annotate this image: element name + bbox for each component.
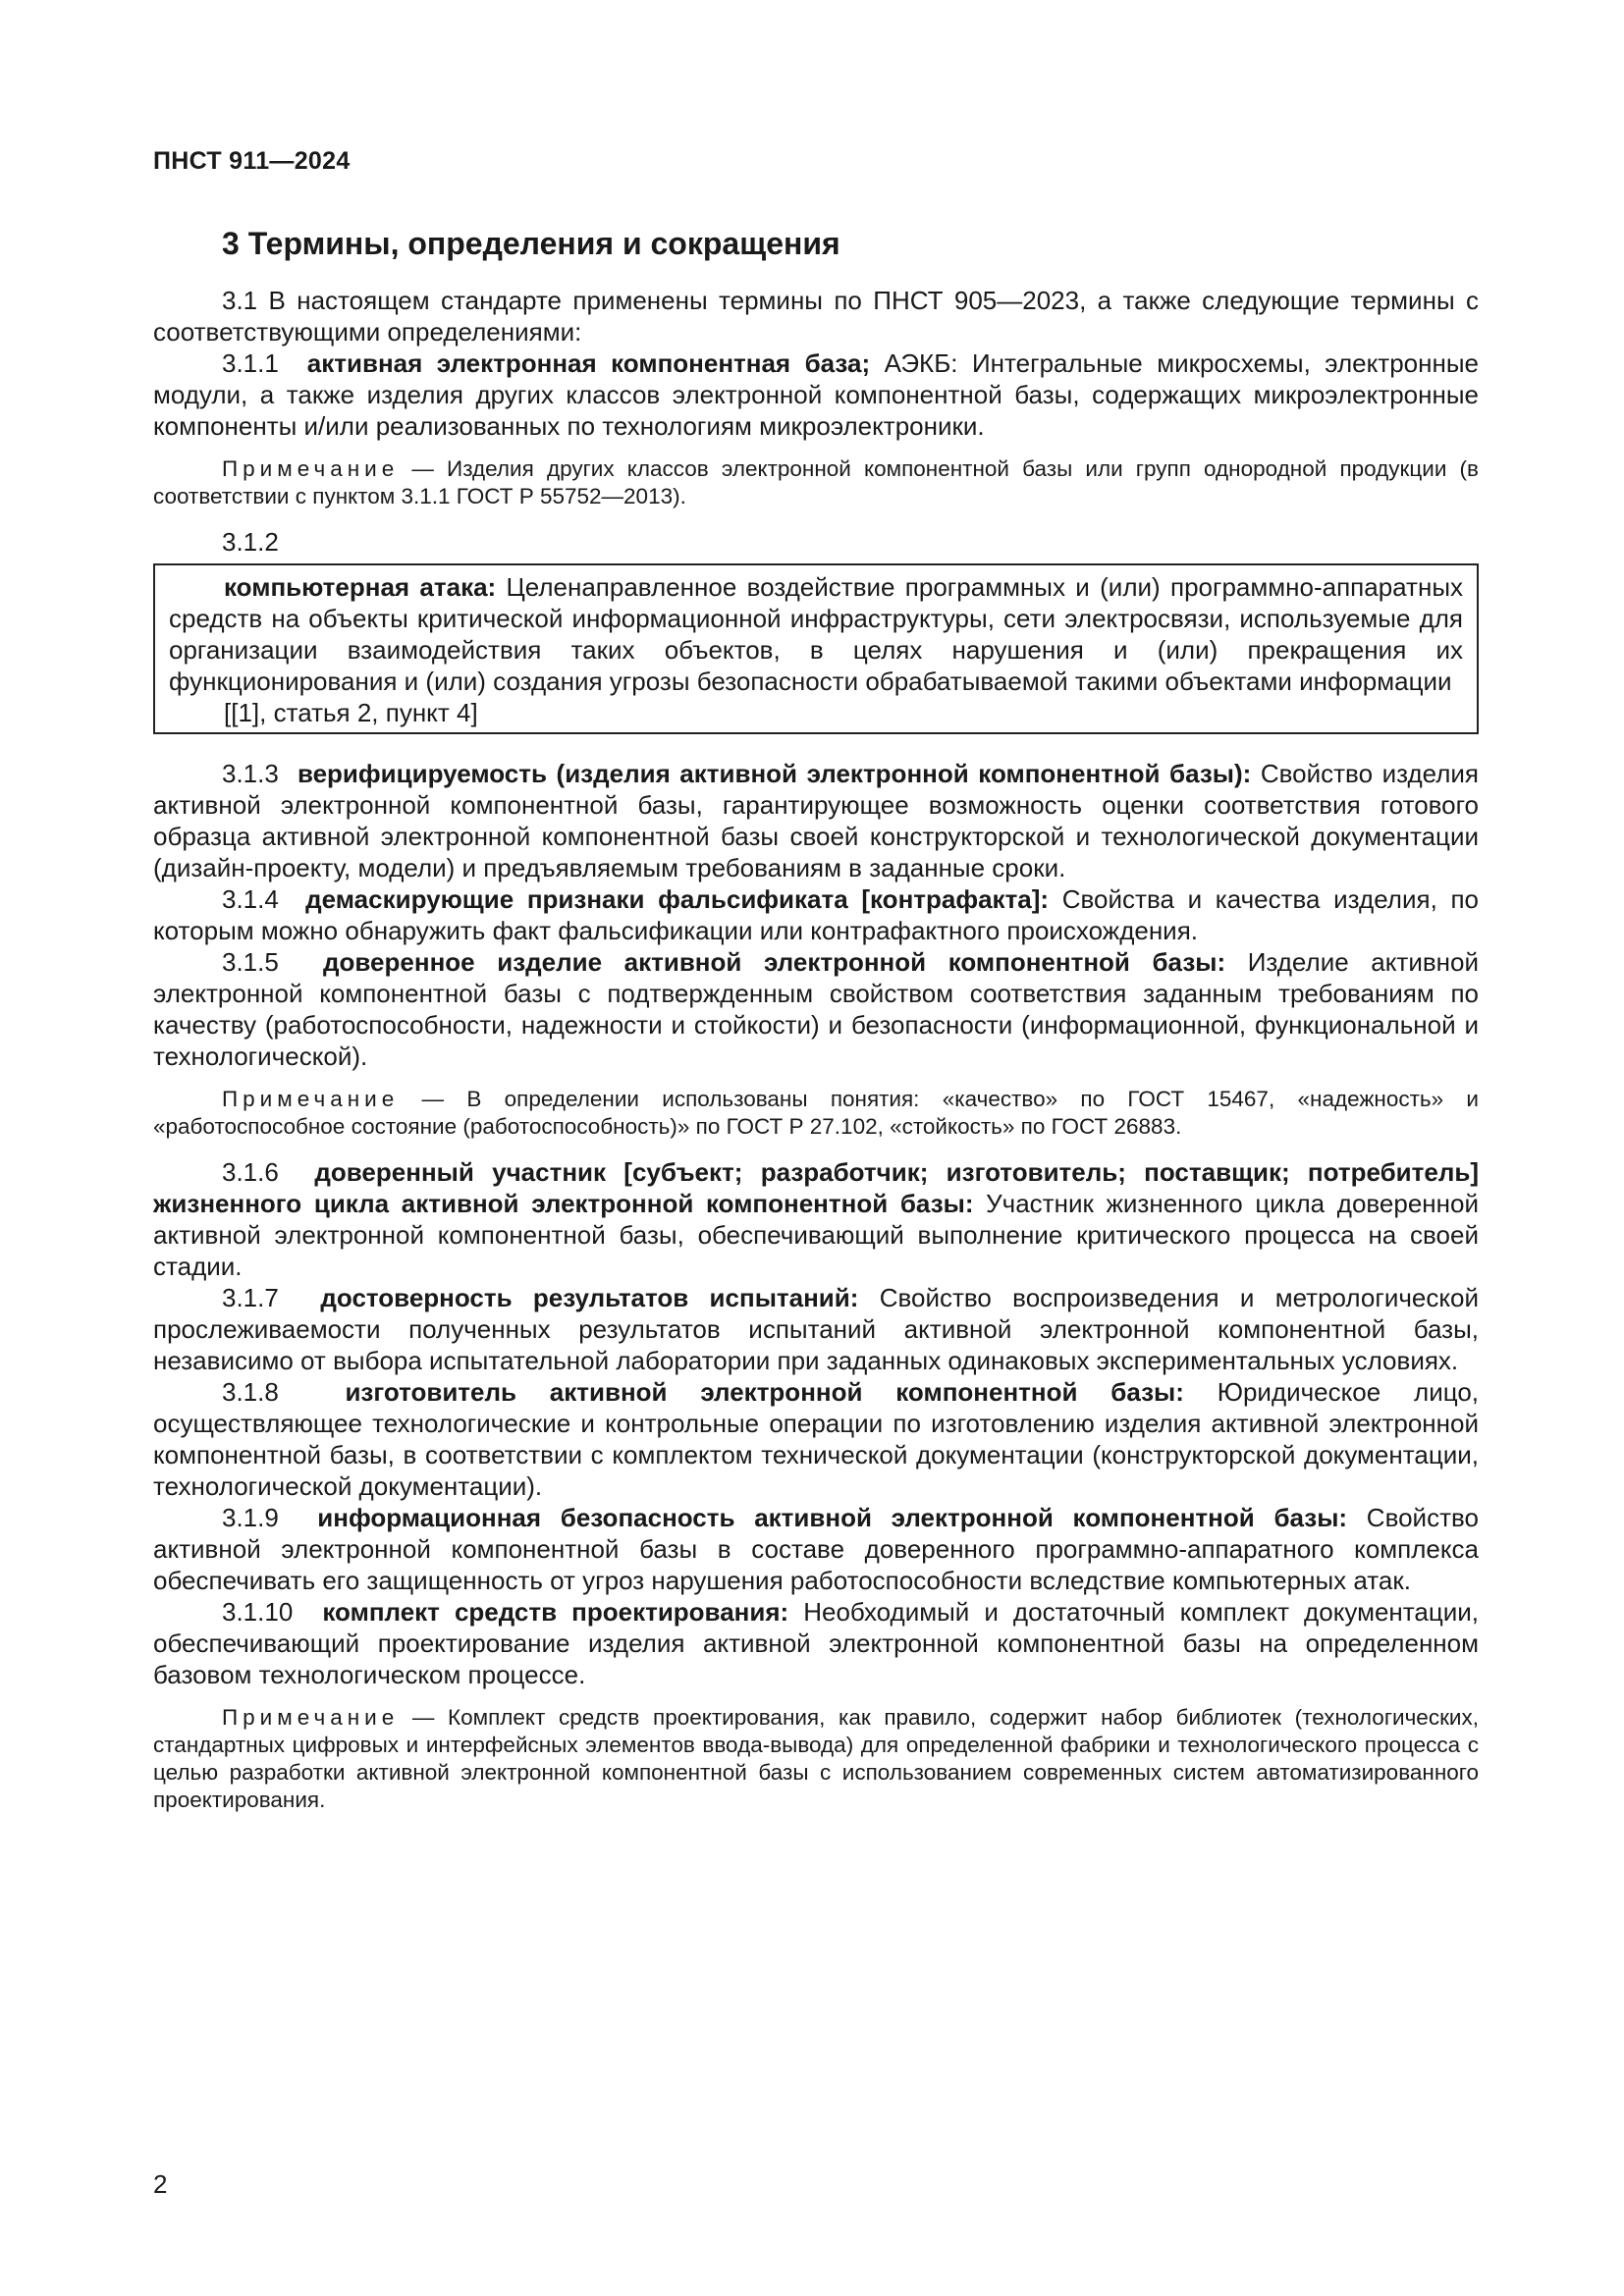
term-name: активная электронная компонентная база; bbox=[306, 348, 871, 378]
term-3-1-8 bbox=[153, 1376, 1479, 1502]
term-name: доверенное изделие активной электронной компонентной базы: bbox=[323, 947, 1226, 977]
term-name: демаскирующие признаки фальсификата [контрафакта]: bbox=[305, 884, 1050, 914]
term-number: 3.1.9 bbox=[222, 1503, 279, 1532]
term-3-1-3 bbox=[153, 758, 1479, 883]
note-label: Примечание bbox=[222, 1705, 400, 1730]
term-3-1-1 bbox=[153, 347, 1479, 442]
term-3-1-5 bbox=[153, 946, 1479, 1072]
term-name: компьютерная атака: bbox=[224, 572, 497, 602]
term-name: доверенный участник [субъект; разработчик; изготовитель; поставщик; потребитель] жизненного цикла активной электронной компонентной базы: bbox=[153, 1157, 1480, 1218]
term-definition: Свойство воспроизведения и метрологической прослеживаемости полученных результатов испытаний активной электронной компонентной базы, независимо от выбора испытательной лаборатории при заданных одинаковых экспериментальных условиях. bbox=[153, 1283, 1480, 1375]
term-number-3-1-2: 3.1.2 bbox=[222, 527, 279, 557]
note-text: — Изделия других классов электронной компонентной базы или групп однородной продукции (в соответствии с пунктом 3.1.1 ГОСТ Р 55752—2013). bbox=[153, 456, 1479, 508]
note-3 bbox=[153, 1704, 1479, 1814]
term-definition: Юридическое лицо, осуществляющее технологические и контрольные операции по изготовлению изделия активной электронной компонентной базы, в соответствии с комплектом технической документации (конструкторской документации, технологической документации). bbox=[153, 1377, 1480, 1501]
term-number: 3.1.3 bbox=[222, 759, 279, 788]
term-number: 3.1.5 bbox=[222, 947, 279, 977]
term-name: верифицируемость (изделия активной электронной компонентной базы): bbox=[297, 759, 1252, 788]
term-number: 3.1.8 bbox=[222, 1377, 279, 1407]
term-box-3-1-2 bbox=[153, 563, 1479, 734]
term-reference: [[1], статья 2, пункт 4] bbox=[224, 698, 478, 727]
document-body bbox=[153, 285, 1479, 1830]
note-label: Примечание bbox=[222, 1087, 400, 1111]
note-text: — В определении использованы понятия: «качество» по ГОСТ 15467, «надежность» и «работоспособное состояние (работоспособность)» по ГОСТ Р 27.102, «стойкость» по ГОСТ 26883. bbox=[153, 1087, 1479, 1139]
term-number: 3.1.10 bbox=[222, 1597, 294, 1627]
term-number: 3.1.4 bbox=[222, 884, 279, 914]
term-3-1-6 bbox=[153, 1156, 1479, 1282]
note-2 bbox=[153, 1086, 1479, 1141]
page-number: 2 bbox=[153, 2169, 168, 2199]
term-3-1-9 bbox=[153, 1502, 1479, 1596]
document-id: ПНСТ 911—2024 bbox=[153, 147, 351, 175]
note-text: — Комплект средств проектирования, как правило, содержит набор библиотек (технологических, стандартных цифровых и интерфейсных элементов ввода-вывода) для определенной фабрики и технологического процесса с целью разработки активной электронной компонентной базы с использованием современных систем автоматизированного проектирования. bbox=[153, 1705, 1479, 1812]
term-definition: Изделие активной электронной компонентной базы с подтвержденным свойством соответствия заданным требованиям по качеству (работоспособности, надежности и стойкости) и безопасности (информационной, функциональной и технологической). bbox=[153, 947, 1479, 1071]
term-definition: Целенаправленное воздействие программных и (или) программно-аппаратных средств на объекты критической информационной инфраструктуры, сети электросвязи, используемые для организации взаимодействия таких объектов, в целях нарушения и (или) прекращения их функционирования и (или) создания угрозы безопасности обрабатываемой такими объектами информации bbox=[169, 572, 1464, 696]
term-definition: Свойства и качества изделия, по которым можно обнаружить факт фальсификации или контрафактного происхождения. bbox=[153, 884, 1479, 945]
note-label: Примечание bbox=[222, 456, 400, 481]
term-definition: АЭКБ: Интегральные микросхемы, электронные модули, а также изделия других классов электронной компонентной базы, содержащих микроэлектронные компоненты и/или реализованных по технологиям микроэлектроники. bbox=[153, 348, 1479, 441]
term-definition: Необходимый и достаточный комплект документации, обеспечивающий проектирование изделия активной электронной компонентной базы на определенном базовом технологическом процессе. bbox=[153, 1597, 1479, 1689]
term-name: комплект средств проектирования: bbox=[322, 1597, 789, 1627]
term-name: достоверность результатов испытаний: bbox=[320, 1283, 859, 1312]
term-3-1-10 bbox=[153, 1596, 1479, 1690]
term-3-1-7 bbox=[153, 1282, 1479, 1376]
section-title: 3 Термины, определения и сокращения bbox=[222, 226, 840, 261]
term-3-1-4 bbox=[153, 883, 1479, 946]
term-name: изготовитель активной электронной компонентной базы: bbox=[345, 1377, 1184, 1407]
note-1 bbox=[153, 455, 1479, 510]
term-3-1-2 bbox=[169, 571, 1463, 697]
term-definition: Свойство изделия активной электронной компонентной базы, гарантирующее возможность оценки соответствия готового образца активной электронной компонентной базы своей конструкторской и технологической документации (дизайн-проекту, модели) и предъявляемым требованиям в заданные сроки. bbox=[153, 759, 1480, 882]
term-number: 3.1.7 bbox=[222, 1283, 279, 1312]
term-name: информационная безопасность активной электронной компонентной базы: bbox=[317, 1503, 1348, 1532]
term-number: 3.1.1 bbox=[222, 348, 279, 378]
term-definition: Участник жизненного цикла доверенной активной электронной компонентной базы, обеспечивающий выполнение критического процесса на своей стадии. bbox=[153, 1189, 1479, 1281]
term-number: 3.1.6 bbox=[222, 1157, 279, 1187]
term-definition: Свойство активной электронной компонентной базы в составе доверенного программно-аппаратного комплекса обеспечивать его защищенность от угроз нарушения работоспособности вследствие компьютерных атак. bbox=[153, 1503, 1479, 1595]
paragraph-3-1: 3.1 В настоящем стандарте применены термины по ПНСТ 905—2023, а также следующие термины с соответствующими определениями: bbox=[153, 286, 1479, 347]
